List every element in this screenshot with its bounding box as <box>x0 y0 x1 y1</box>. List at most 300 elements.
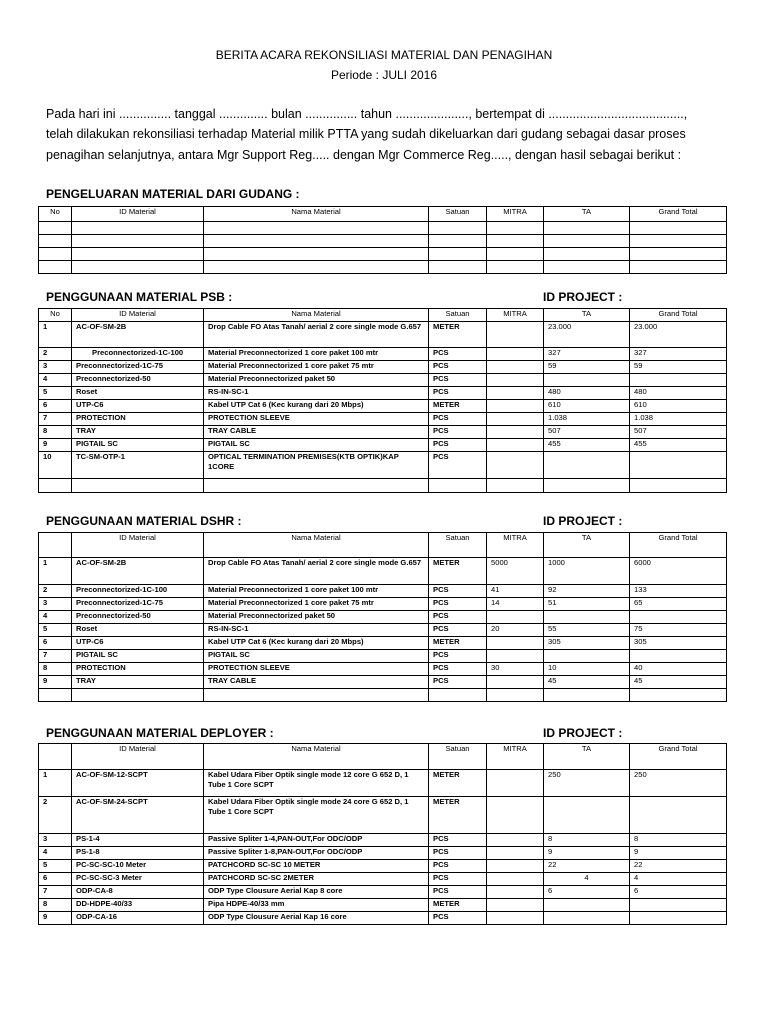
table-row <box>39 650 727 663</box>
table-row <box>39 689 727 702</box>
gudang-cell-mitra <box>487 235 544 248</box>
intro-line-3: penagihan selanjutnya, antara Mgr Support Reg..... dengan Mgr Commerce Reg....., dengan hasil sebagai berikut : <box>46 148 682 162</box>
dshr-cell-nama-material: PROTECTION SLEEVE <box>204 663 429 676</box>
deployer-cell-no: 6 <box>39 873 72 886</box>
dshr-header-row <box>39 533 727 558</box>
table-row <box>39 847 727 860</box>
psb-cell-mitra <box>487 479 544 493</box>
psb-cell-nama-material: Material Preconnectorized 1 core paket 100 mtr <box>204 348 429 361</box>
psb-cell-no: 6 <box>39 400 72 413</box>
deployer-cell-mitra <box>487 797 544 834</box>
dshr-cell-satuan: PCS <box>429 676 487 689</box>
dshr-heading-text: PENGGUNAAN MATERIAL DSHR : <box>46 514 242 528</box>
dshr-header-mitra: MITRA <box>487 533 544 558</box>
psb-header-row <box>39 309 727 322</box>
dshr-cell-grand-total <box>630 650 727 663</box>
dshr-cell-satuan: METER <box>429 558 487 585</box>
psb-heading <box>46 290 726 304</box>
dshr-cell-no: 5 <box>39 624 72 637</box>
psb-cell-satuan: METER <box>429 322 487 348</box>
dshr-cell-nama-material: Drop Cable FO Atas Tanah/ aerial 2 core single mode G.657 <box>204 558 429 585</box>
psb-heading-text: PENGGUNAAN MATERIAL PSB : <box>46 290 233 304</box>
psb-cell-id-material: Preconnectorized-1C-75 <box>72 361 204 374</box>
table-row <box>39 676 727 689</box>
deployer-cell-grand-total: 9 <box>630 847 727 860</box>
gudang-header-nama-material: Nama Material <box>204 207 429 222</box>
gudang-cell-satuan <box>429 261 487 274</box>
psb-header-mitra: MITRA <box>487 309 544 322</box>
psb-cell-nama-material: RS-IN-SC-1 <box>204 387 429 400</box>
dshr-cell-nama-material <box>204 689 429 702</box>
psb-cell-ta: 23.000 <box>544 322 630 348</box>
table-row <box>39 400 727 413</box>
intro-line-1: Pada hari ini ............... tanggal .............. bulan ............... tahun ....................., bertempat di ......................................., <box>46 107 688 121</box>
table-row <box>39 912 727 925</box>
document-title: BERITA ACARA REKONSILIASI MATERIAL DAN PENAGIHAN <box>215 48 553 62</box>
deployer-cell-satuan: PCS <box>429 912 487 925</box>
psb-cell-id-material: TRAY <box>72 426 204 439</box>
gudang-header-grand-total: Grand Total <box>630 207 727 222</box>
psb-cell-mitra <box>487 374 544 387</box>
dshr-cell-id-material: Roset <box>72 624 204 637</box>
deployer-cell-no: 2 <box>39 797 72 834</box>
psb-cell-mitra <box>487 348 544 361</box>
dshr-heading <box>46 514 726 528</box>
psb-cell-grand-total: 59 <box>630 361 727 374</box>
table-row <box>39 558 727 585</box>
deployer-heading <box>46 726 726 740</box>
gudang-cell-nama-material <box>204 235 429 248</box>
deployer-cell-satuan: METER <box>429 797 487 834</box>
deployer-cell-mitra <box>487 834 544 847</box>
deployer-header-no <box>39 744 72 770</box>
psb-cell-id-material: UTP-C6 <box>72 400 204 413</box>
deployer-cell-id-material: PC-SC-SC-10 Meter <box>72 860 204 873</box>
dshr-cell-nama-material: Material Preconnectorized paket 50 <box>204 611 429 624</box>
psb-cell-mitra <box>487 387 544 400</box>
gudang-cell-mitra <box>487 222 544 235</box>
psb-cell-mitra <box>487 439 544 452</box>
deployer-cell-grand-total <box>630 797 727 834</box>
psb-cell-id-material: AC-OF-SM-2B <box>72 322 204 348</box>
dshr-cell-mitra: 41 <box>487 585 544 598</box>
deployer-cell-grand-total <box>630 912 727 925</box>
psb-table <box>38 308 727 493</box>
deployer-cell-nama-material: ODP Type Clousure Aerial Kap 16 core <box>204 912 429 925</box>
gudang-cell-satuan <box>429 222 487 235</box>
dshr-cell-id-material: TRAY <box>72 676 204 689</box>
psb-cell-nama-material: Material Preconnectorized paket 50 <box>204 374 429 387</box>
dshr-header-grand-total: Grand Total <box>630 533 727 558</box>
deployer-cell-grand-total: 22 <box>630 860 727 873</box>
gudang-cell-no <box>39 248 72 261</box>
deployer-cell-no: 7 <box>39 886 72 899</box>
deployer-cell-no: 1 <box>39 770 72 797</box>
deployer-cell-nama-material: Passive Spliter 1-4,PAN-OUT,For ODC/ODP <box>204 834 429 847</box>
dshr-cell-ta: 305 <box>544 637 630 650</box>
psb-cell-satuan: METER <box>429 400 487 413</box>
table-row <box>39 873 727 886</box>
table-row <box>39 374 727 387</box>
psb-cell-nama-material: TRAY CABLE <box>204 426 429 439</box>
psb-header-nama-material: Nama Material <box>204 309 429 322</box>
dshr-cell-grand-total: 45 <box>630 676 727 689</box>
psb-cell-ta: 610 <box>544 400 630 413</box>
psb-cell-nama-material: Material Preconnectorized 1 core paket 75 mtr <box>204 361 429 374</box>
deployer-cell-nama-material: Kabel Udara Fiber Optik single mode 12 core G 652 D, 1 Tube 1 Core SCPT <box>204 770 429 797</box>
deployer-cell-satuan: PCS <box>429 847 487 860</box>
dshr-cell-satuan: PCS <box>429 663 487 676</box>
deployer-cell-grand-total: 4 <box>630 873 727 886</box>
dshr-cell-satuan: PCS <box>429 624 487 637</box>
deployer-heading-text: PENGGUNAAN MATERIAL DEPLOYER : <box>46 726 274 740</box>
deployer-cell-mitra <box>487 912 544 925</box>
gudang-header-row <box>39 207 727 222</box>
dshr-cell-satuan <box>429 689 487 702</box>
deployer-cell-nama-material: PATCHCORD SC-SC 2METER <box>204 873 429 886</box>
psb-cell-id-material: PROTECTION <box>72 413 204 426</box>
dshr-cell-id-material: PIGTAIL SC <box>72 650 204 663</box>
deployer-cell-ta <box>544 899 630 912</box>
dshr-cell-ta: 92 <box>544 585 630 598</box>
psb-cell-satuan: PCS <box>429 426 487 439</box>
gudang-cell-grand-total <box>630 222 727 235</box>
psb-cell-nama-material: Kabel UTP Cat 6 (Kec kurang dari 20 Mbps) <box>204 400 429 413</box>
gudang-cell-satuan <box>429 248 487 261</box>
dshr-cell-no: 1 <box>39 558 72 585</box>
psb-cell-no: 4 <box>39 374 72 387</box>
gudang-cell-nama-material <box>204 261 429 274</box>
gudang-cell-ta <box>544 248 630 261</box>
dshr-cell-satuan: METER <box>429 637 487 650</box>
dshr-cell-satuan: PCS <box>429 585 487 598</box>
deployer-cell-grand-total <box>630 899 727 912</box>
dshr-cell-no: 9 <box>39 676 72 689</box>
gudang-cell-id-material <box>72 261 204 274</box>
dshr-cell-ta: 45 <box>544 676 630 689</box>
deployer-header-ta: TA <box>544 744 630 770</box>
psb-header-ta: TA <box>544 309 630 322</box>
psb-cell-no: 10 <box>39 452 72 479</box>
deployer-cell-mitra <box>487 860 544 873</box>
psb-cell-nama-material: PIGTAIL SC <box>204 439 429 452</box>
dshr-cell-grand-total: 133 <box>630 585 727 598</box>
deployer-cell-satuan: PCS <box>429 860 487 873</box>
dshr-cell-nama-material: Kabel UTP Cat 6 (Kec kurang dari 20 Mbps) <box>204 637 429 650</box>
deployer-cell-no: 3 <box>39 834 72 847</box>
dshr-cell-mitra <box>487 650 544 663</box>
psb-cell-satuan: PCS <box>429 387 487 400</box>
dshr-header-id-material: ID Material <box>72 533 204 558</box>
psb-cell-mitra <box>487 361 544 374</box>
deployer-cell-ta <box>544 797 630 834</box>
psb-cell-ta <box>544 479 630 493</box>
psb-cell-ta: 507 <box>544 426 630 439</box>
table-row <box>39 413 727 426</box>
psb-cell-no <box>39 479 72 493</box>
dshr-cell-satuan: PCS <box>429 598 487 611</box>
deployer-cell-no: 9 <box>39 912 72 925</box>
gudang-header-ta: TA <box>544 207 630 222</box>
table-row <box>39 452 727 479</box>
psb-header-satuan: Satuan <box>429 309 487 322</box>
psb-cell-id-material: Preconnectorized-50 <box>72 374 204 387</box>
psb-cell-satuan: PCS <box>429 452 487 479</box>
table-row <box>39 222 727 235</box>
psb-header-id-material: ID Material <box>72 309 204 322</box>
table-row <box>39 797 727 834</box>
deployer-cell-id-material: AC-OF-SM-12-SCPT <box>72 770 204 797</box>
psb-cell-satuan: PCS <box>429 439 487 452</box>
deployer-cell-ta: 4 <box>544 873 630 886</box>
psb-cell-nama-material: PROTECTION SLEEVE <box>204 413 429 426</box>
psb-cell-no: 1 <box>39 322 72 348</box>
dshr-cell-ta: 10 <box>544 663 630 676</box>
deployer-cell-grand-total: 8 <box>630 834 727 847</box>
table-row <box>39 585 727 598</box>
dshr-cell-grand-total <box>630 689 727 702</box>
dshr-cell-ta: 51 <box>544 598 630 611</box>
dshr-cell-id-material: AC-OF-SM-2B <box>72 558 204 585</box>
psb-cell-nama-material <box>204 479 429 493</box>
psb-cell-id-material: PIGTAIL SC <box>72 439 204 452</box>
dshr-cell-id-material: Preconnectorized-1C-75 <box>72 598 204 611</box>
deployer-cell-id-material: PS-1-8 <box>72 847 204 860</box>
gudang-cell-grand-total <box>630 248 727 261</box>
dshr-cell-ta <box>544 650 630 663</box>
psb-cell-grand-total: 610 <box>630 400 727 413</box>
table-row <box>39 663 727 676</box>
gudang-heading <box>46 187 726 201</box>
dshr-project-label: ID PROJECT : <box>543 514 623 528</box>
psb-cell-id-material <box>72 479 204 493</box>
document-period: Periode : JULI 2016 <box>330 68 438 82</box>
deployer-cell-nama-material: Pipa HDPE-40/33 mm <box>204 899 429 912</box>
deployer-cell-satuan: PCS <box>429 873 487 886</box>
dshr-cell-mitra <box>487 637 544 650</box>
gudang-cell-nama-material <box>204 248 429 261</box>
dshr-cell-id-material: PROTECTION <box>72 663 204 676</box>
table-row <box>39 860 727 873</box>
deployer-header-nama-material: Nama Material <box>204 744 429 770</box>
dshr-cell-no: 7 <box>39 650 72 663</box>
deployer-cell-satuan: PCS <box>429 834 487 847</box>
deployer-cell-id-material: ODP-CA-8 <box>72 886 204 899</box>
dshr-cell-ta <box>544 689 630 702</box>
table-row <box>39 426 727 439</box>
deployer-cell-ta: 22 <box>544 860 630 873</box>
deployer-cell-grand-total: 250 <box>630 770 727 797</box>
psb-cell-ta: 327 <box>544 348 630 361</box>
dshr-cell-nama-material: Material Preconnectorized 1 core paket 75 mtr <box>204 598 429 611</box>
dshr-cell-no: 6 <box>39 637 72 650</box>
psb-project-label: ID PROJECT : <box>543 290 623 304</box>
dshr-header-satuan: Satuan <box>429 533 487 558</box>
psb-cell-grand-total: 23.000 <box>630 322 727 348</box>
gudang-heading-text: PENGELUARAN MATERIAL DARI GUDANG : <box>46 187 300 201</box>
dshr-cell-satuan: PCS <box>429 611 487 624</box>
psb-cell-ta: 455 <box>544 439 630 452</box>
dshr-cell-nama-material: TRAY CABLE <box>204 676 429 689</box>
psb-cell-ta: 1.038 <box>544 413 630 426</box>
dshr-cell-satuan: PCS <box>429 650 487 663</box>
deployer-cell-id-material: DD-HDPE-40/33 <box>72 899 204 912</box>
deployer-table <box>38 743 727 925</box>
psb-cell-mitra <box>487 400 544 413</box>
gudang-cell-ta <box>544 261 630 274</box>
gudang-cell-id-material <box>72 222 204 235</box>
deployer-cell-ta: 6 <box>544 886 630 899</box>
table-row <box>39 611 727 624</box>
gudang-cell-id-material <box>72 248 204 261</box>
dshr-cell-grand-total <box>630 611 727 624</box>
psb-cell-grand-total: 480 <box>630 387 727 400</box>
deployer-cell-satuan: PCS <box>429 886 487 899</box>
gudang-cell-grand-total <box>630 261 727 274</box>
gudang-cell-grand-total <box>630 235 727 248</box>
deployer-cell-ta: 250 <box>544 770 630 797</box>
gudang-cell-mitra <box>487 261 544 274</box>
psb-cell-nama-material: OPTICAL TERMINATION PREMISES(KTB OPTIK)KAP 1CORE <box>204 452 429 479</box>
psb-cell-ta: 480 <box>544 387 630 400</box>
deployer-cell-id-material: ODP-CA-16 <box>72 912 204 925</box>
dshr-cell-mitra <box>487 611 544 624</box>
deployer-cell-satuan: METER <box>429 899 487 912</box>
deployer-cell-nama-material: Passive Spliter 1-8,PAN-OUT,For ODC/ODP <box>204 847 429 860</box>
table-row <box>39 770 727 797</box>
dshr-cell-id-material: UTP-C6 <box>72 637 204 650</box>
deployer-project-label: ID PROJECT : <box>543 726 623 740</box>
dshr-cell-nama-material: RS-IN-SC-1 <box>204 624 429 637</box>
table-row <box>39 261 727 274</box>
psb-cell-no: 7 <box>39 413 72 426</box>
gudang-cell-id-material <box>72 235 204 248</box>
deployer-cell-nama-material: ODP Type Clousure Aerial Kap 8 core <box>204 886 429 899</box>
deployer-cell-id-material: AC-OF-SM-24-SCPT <box>72 797 204 834</box>
table-row <box>39 348 727 361</box>
table-row <box>39 886 727 899</box>
deployer-header-row <box>39 744 727 770</box>
gudang-cell-ta <box>544 222 630 235</box>
dshr-cell-nama-material: PIGTAIL SC <box>204 650 429 663</box>
dshr-cell-no: 4 <box>39 611 72 624</box>
table-row <box>39 624 727 637</box>
psb-cell-id-material: Preconnectorized-1C-100 <box>72 348 204 361</box>
deployer-cell-ta: 9 <box>544 847 630 860</box>
psb-cell-satuan: PCS <box>429 361 487 374</box>
psb-cell-satuan: PCS <box>429 348 487 361</box>
psb-cell-no: 5 <box>39 387 72 400</box>
deployer-header-id-material: ID Material <box>72 744 204 770</box>
deployer-header-mitra: MITRA <box>487 744 544 770</box>
dshr-cell-grand-total: 75 <box>630 624 727 637</box>
table-row <box>39 479 727 493</box>
gudang-header-id-material: ID Material <box>72 207 204 222</box>
dshr-cell-no <box>39 689 72 702</box>
dshr-cell-mitra <box>487 689 544 702</box>
dshr-cell-grand-total: 40 <box>630 663 727 676</box>
psb-cell-ta: 59 <box>544 361 630 374</box>
dshr-cell-id-material <box>72 689 204 702</box>
psb-cell-grand-total: 507 <box>630 426 727 439</box>
psb-cell-grand-total <box>630 374 727 387</box>
psb-cell-id-material: TC-SM-OTP-1 <box>72 452 204 479</box>
dshr-cell-grand-total: 6000 <box>630 558 727 585</box>
table-row <box>39 598 727 611</box>
deployer-header-satuan: Satuan <box>429 744 487 770</box>
dshr-table <box>38 532 727 702</box>
psb-cell-grand-total: 1.038 <box>630 413 727 426</box>
psb-cell-satuan <box>429 479 487 493</box>
psb-cell-ta <box>544 452 630 479</box>
table-row <box>39 322 727 348</box>
psb-cell-mitra <box>487 322 544 348</box>
deployer-cell-mitra <box>487 886 544 899</box>
dshr-cell-ta: 55 <box>544 624 630 637</box>
gudang-cell-no <box>39 261 72 274</box>
gudang-header-satuan: Satuan <box>429 207 487 222</box>
gudang-cell-no <box>39 222 72 235</box>
gudang-header-mitra: MITRA <box>487 207 544 222</box>
psb-cell-mitra <box>487 413 544 426</box>
psb-cell-mitra <box>487 426 544 439</box>
psb-cell-nama-material: Drop Cable FO Atas Tanah/ aerial 2 core single mode G.657 <box>204 322 429 348</box>
psb-cell-satuan: PCS <box>429 413 487 426</box>
dshr-cell-mitra: 30 <box>487 663 544 676</box>
dshr-cell-ta <box>544 611 630 624</box>
psb-cell-id-material: Roset <box>72 387 204 400</box>
deployer-cell-mitra <box>487 847 544 860</box>
dshr-cell-mitra: 20 <box>487 624 544 637</box>
table-row <box>39 834 727 847</box>
deployer-cell-mitra <box>487 899 544 912</box>
gudang-table <box>38 206 727 274</box>
psb-cell-no: 2 <box>39 348 72 361</box>
deployer-cell-mitra <box>487 770 544 797</box>
dshr-cell-ta: 1000 <box>544 558 630 585</box>
deployer-cell-no: 4 <box>39 847 72 860</box>
gudang-header-no: No <box>39 207 72 222</box>
dshr-header-no <box>39 533 72 558</box>
deployer-cell-mitra <box>487 873 544 886</box>
dshr-cell-id-material: Preconnectorized-50 <box>72 611 204 624</box>
dshr-cell-nama-material: Material Preconnectorized 1 core paket 100 mtr <box>204 585 429 598</box>
gudang-cell-no <box>39 235 72 248</box>
gudang-cell-nama-material <box>204 222 429 235</box>
dshr-cell-grand-total: 65 <box>630 598 727 611</box>
table-row <box>39 387 727 400</box>
dshr-cell-mitra: 14 <box>487 598 544 611</box>
dshr-header-ta: TA <box>544 533 630 558</box>
deployer-cell-nama-material: Kabel Udara Fiber Optik single mode 24 core G 652 D, 1 Tube 1 Core SCPT <box>204 797 429 834</box>
table-row <box>39 361 727 374</box>
deployer-header-grand-total: Grand Total <box>630 744 727 770</box>
deployer-cell-grand-total: 6 <box>630 886 727 899</box>
psb-header-grand-total: Grand Total <box>630 309 727 322</box>
psb-cell-no: 3 <box>39 361 72 374</box>
dshr-header-nama-material: Nama Material <box>204 533 429 558</box>
table-row <box>39 439 727 452</box>
deployer-cell-id-material: PS-1-4 <box>72 834 204 847</box>
deployer-cell-ta <box>544 912 630 925</box>
dshr-cell-mitra: 5000 <box>487 558 544 585</box>
table-row <box>39 235 727 248</box>
deployer-cell-no: 5 <box>39 860 72 873</box>
psb-cell-grand-total: 327 <box>630 348 727 361</box>
deployer-cell-id-material: PC-SC-SC-3 Meter <box>72 873 204 886</box>
table-row <box>39 248 727 261</box>
dshr-cell-no: 8 <box>39 663 72 676</box>
